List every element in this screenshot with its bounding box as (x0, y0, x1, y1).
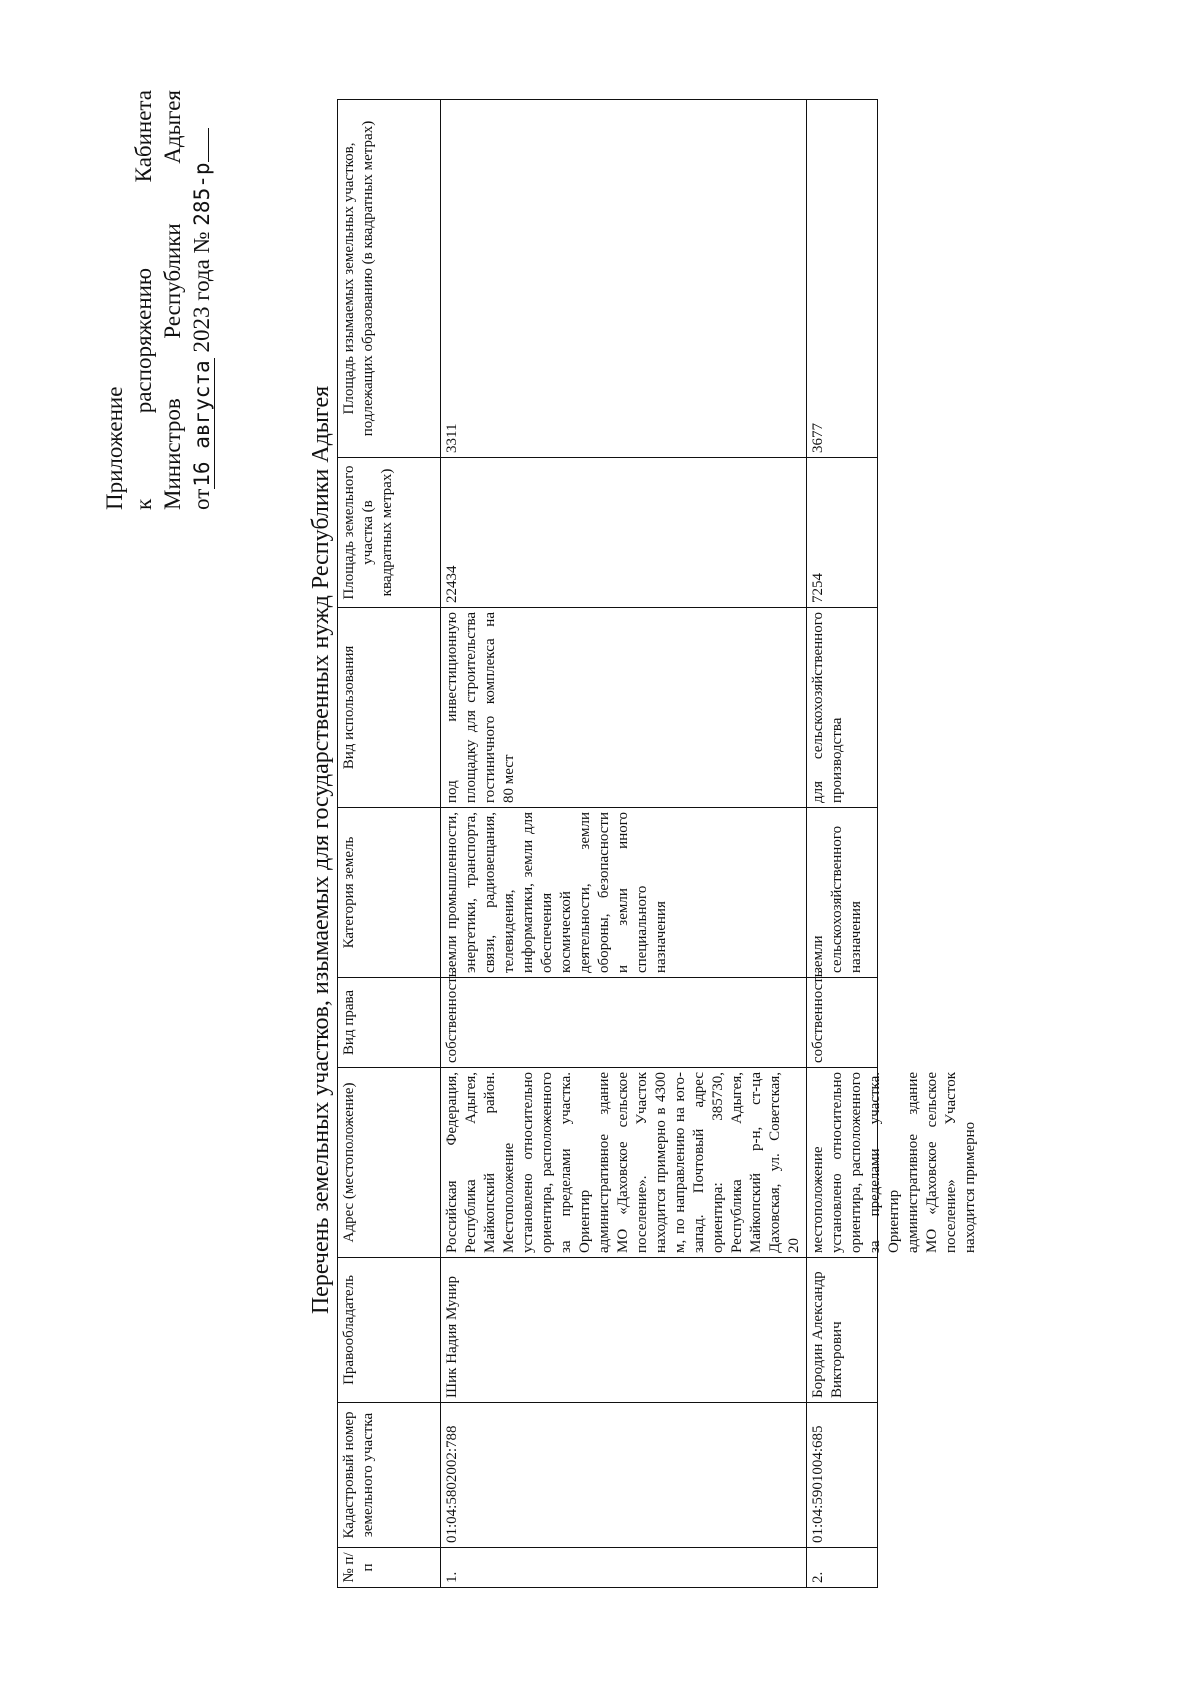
handwritten-number: 285-р (190, 162, 214, 226)
row-category: земли сельскохозяйственного назначения (807, 808, 878, 978)
row-category: земли промышленности, энергетики, транспорта, связи, радиовещания, телевидения, информатики, земли для обеспечения космической деятельности, земли обороны, безопасности и земли иного специального назначения (441, 808, 807, 978)
header-area: Площадь земельного участка (в квадратных метрах) (338, 458, 441, 608)
row-address: местоположение установлено относительно ориентира, расположенного за пределами участка. Ориентир административное здание МО «Даховское сельское поселение» Участок находится примерно (807, 1068, 878, 1258)
header-num: № п/п (338, 1548, 441, 1588)
header-usage: Вид использования (338, 608, 441, 808)
header-right: Вид права (338, 978, 441, 1068)
appendix-header (100, 90, 217, 510)
header-owner: Правообладатель (338, 1258, 441, 1403)
row-usage: под инвестиционную площадку для строительства гостиничного комплекса на 80 мест (441, 608, 807, 808)
row-num: 2. (807, 1548, 878, 1588)
row-cadastral: 01:04:5802002:788 (441, 1403, 807, 1548)
header-seized-area: Площадь изымаемых земельных участков, подлежащих образованию (в квадратных метрах) (338, 100, 441, 458)
document-title: Перечень земельных участков, изымаемых для государственных нужд Республики Адыгея (308, 385, 334, 1315)
row-right: собственность (441, 978, 807, 1068)
row-owner: Шик Надия Мунир (441, 1258, 807, 1403)
appendix-date-line: от16 августа 2023 года № 285-р (187, 90, 217, 510)
land-plots-table (337, 99, 978, 1588)
appendix-line-3: Министров Республики Адыгея (160, 90, 185, 510)
appendix-label: Приложение (102, 386, 127, 510)
row-seized-area: 3677 (807, 100, 878, 458)
appendix-line-2: к распоряжению Кабинета (131, 90, 156, 510)
row-cadastral: 01:04:5901004:685 (807, 1403, 878, 1548)
handwritten-date: 16 августа (190, 360, 214, 487)
header-category: Категория земель (338, 808, 441, 978)
row-area: 22434 (441, 458, 807, 608)
header-cadastral: Кадастровый номер земельного участка (338, 1403, 441, 1548)
row-num: 1. (441, 1548, 807, 1588)
number-underline (208, 129, 209, 163)
table-row (441, 100, 807, 1588)
row-usage: для сельскохозяйственного производства (807, 608, 878, 808)
row-address: Российская Федерация, Республика Адыгея, Майкопский район. Местоположение установлено относительно ориентира, расположенного за пределами участка. Ориентир административное здание МО «Даховское сельское поселение». Участок находится примерно в 4300 м, по направлению на юго-запад. Почтовый адрес ориентира: 385730, Республика Адыгея, Майкопский р-н, ст-ца Даховская, ул. Советская, 20 (441, 1068, 807, 1258)
table-row (807, 100, 878, 1588)
row-right: собственность (807, 978, 878, 1068)
row-owner: Бородин Александр Викторович (807, 1258, 878, 1403)
row-area: 7254 (807, 458, 878, 608)
header-address: Адрес (местоположение) (338, 1068, 441, 1258)
table-header-row (338, 100, 441, 1588)
row-seized-area: 3311 (441, 100, 807, 458)
